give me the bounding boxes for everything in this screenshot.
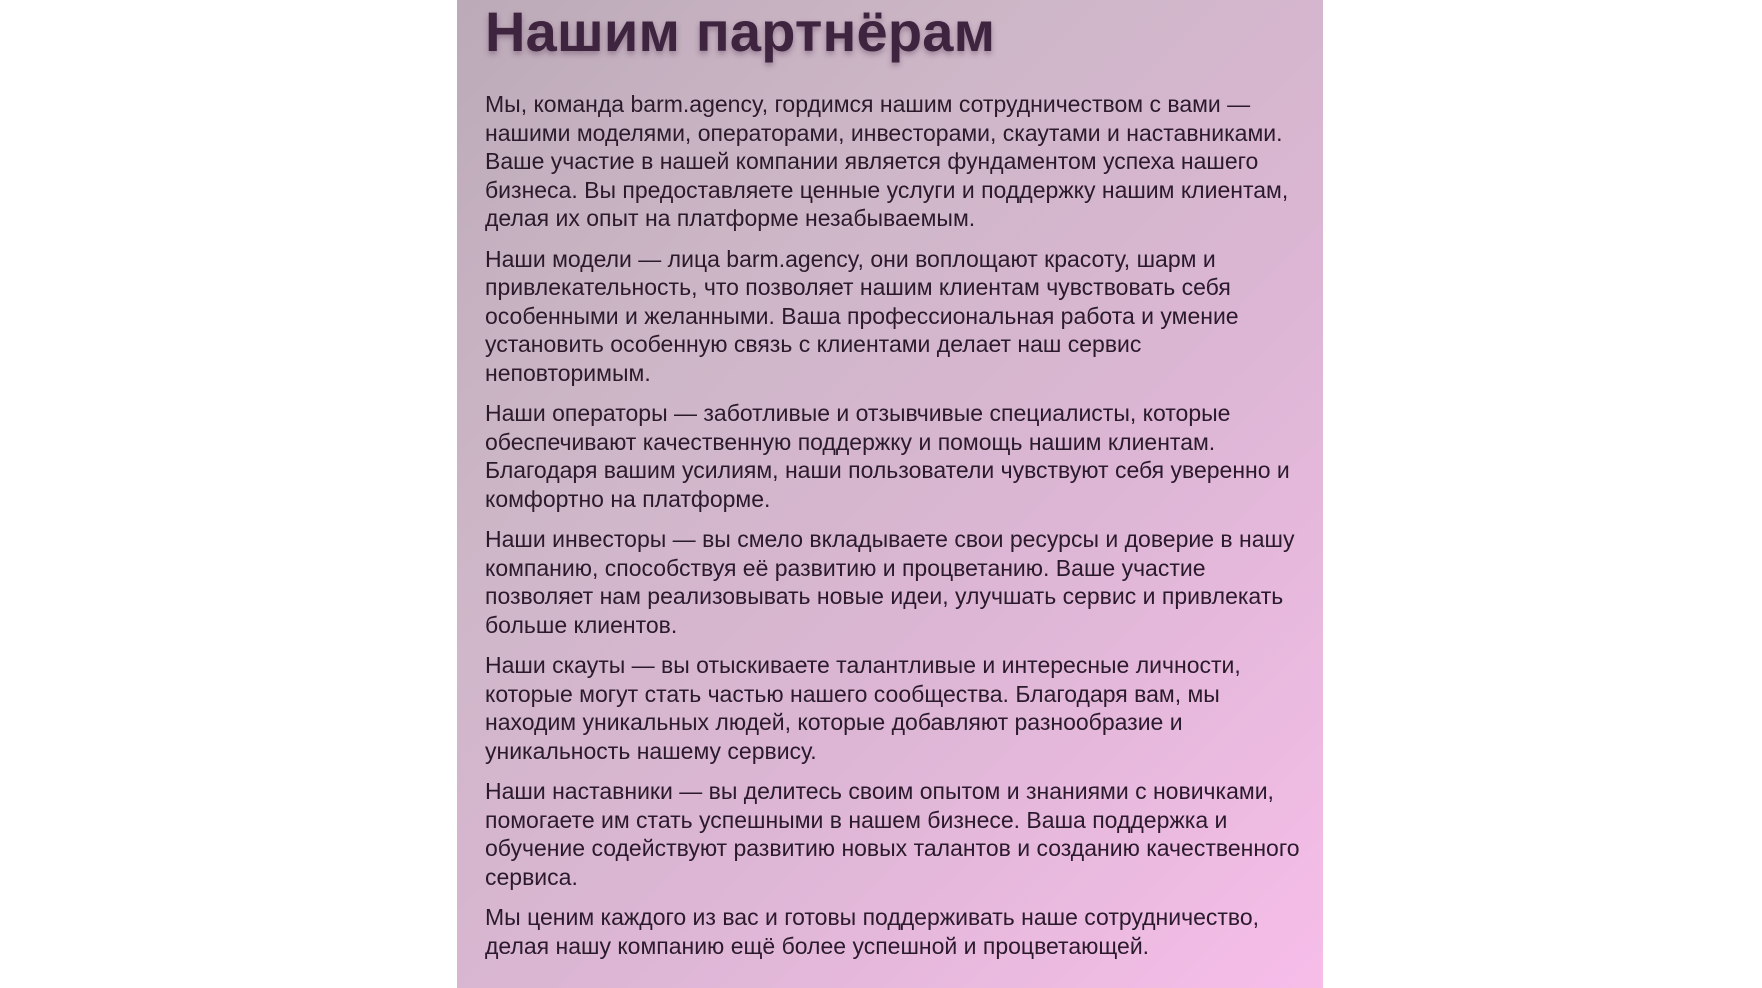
partners-panel (457, 0, 1323, 988)
paragraph-scouts: Наши скауты — вы отыскиваете талантливые и интересные личности, которые могут стать частью нашего сообщества. Благодаря вам, мы находим уникальных людей, которые добавляют разнообразие и уникальность нашему сервису. (485, 652, 1241, 764)
paragraph-operators: Наши операторы — заботливые и отзывчивые специалисты, которые обеспечивают качественную поддержку и помощь нашим клиентам. Благодаря вашим усилиям, наши пользователи чувствуют себя уверенно и комфортно на платформе. (485, 400, 1290, 512)
article-body (485, 90, 1301, 960)
paragraph-mentors: Наши наставники — вы делитесь своим опытом и знаниями с новичками, помогаете им стать успешными в нашем бизнесе. Ваша поддержка и обучение содействуют развитию новых талантов и созданию качественного сервиса. (485, 778, 1300, 890)
paragraph-investors: Наши инвесторы — вы смело вкладываете свои ресурсы и доверие в нашу компанию, способствуя её развитию и процветанию. Ваше участие позволяет нам реализовывать новые идеи, улучшать сервис и привлекать больше клиентов. (485, 526, 1295, 638)
paragraph-closing: Мы ценим каждого из вас и готовы поддерживать наше сотрудничество, делая нашу компанию ещё более успешной и процветающей. (485, 904, 1260, 959)
paragraph-intro: Мы, команда barm.agency, гордимся нашим сотрудничеством с вами — нашими моделями, операторами, инвесторами, скаутами и наставниками. Ваше участие в нашей компании является фундаментом успеха нашего бизнеса. Вы предоставляете ценные услуги и поддержку нашим клиентам, делая их опыт на платформе незабываемым. (485, 91, 1289, 231)
paragraph-models: Наши модели — лица barm.agency, они воплощают красоту, шарм и привлекательность, что позволяет нашим клиентам чувствовать себя особенными и желанными. Ваша профессиональная работа и умение установить особенную связь с клиентами делает наш сервис неповторимым. (485, 245, 1239, 386)
page-title: Нашим партнёрам (485, 0, 996, 63)
